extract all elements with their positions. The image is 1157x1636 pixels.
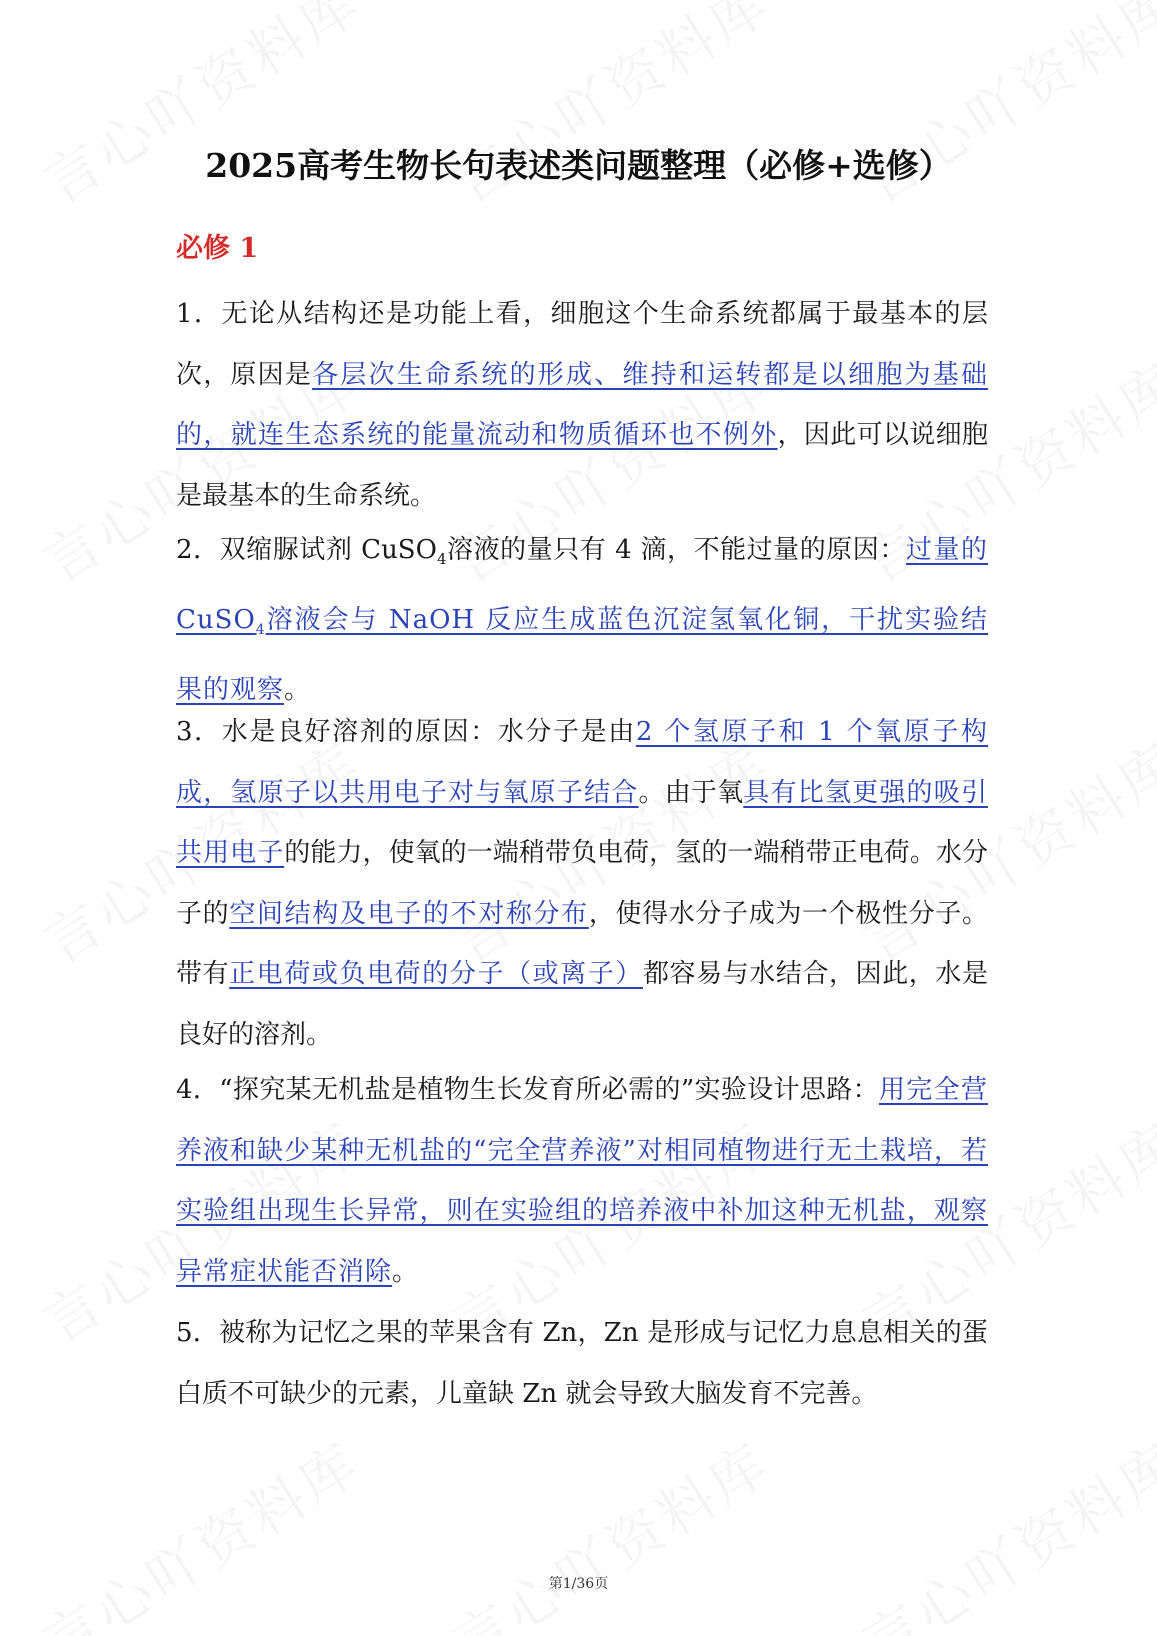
answer-underline: 正电荷或负电荷的分子（或离子） (229, 959, 643, 989)
answer-underline: 各层次生命系统的形成、维持和运转都是以细胞为基础的，就连生态系统的能量流动和物质循环也不例外 (176, 359, 988, 450)
item-number: 5． (176, 1318, 220, 1348)
item-4 (176, 1060, 988, 1302)
item-text: 。由于氧 (638, 777, 744, 808)
subscript: 4 (255, 621, 266, 638)
watermark-text (436, 1421, 784, 1636)
watermark-text (26, 1421, 374, 1636)
item-text: 水是良好溶剂的原因：水分子是由 (221, 717, 636, 747)
item-text: “探究某无机盐是植物生长发育所必需的”实验设计思路： (219, 1075, 879, 1105)
item-text: 都容易与水结合，因此，水是良好的溶剂。 (176, 959, 988, 1050)
answer-underline: 2 个氢原子和 1 个氧原子构成，氢原子以共用电子对与氧原子结合 (176, 717, 988, 808)
item-text: 的能力，使氧的一端稍带负电荷，氢的一端稍带正电荷。水分子的 (176, 838, 988, 929)
page-number: 第1/36页 (548, 1576, 609, 1592)
item-number: 3． (176, 717, 222, 747)
item-text: 双缩脲试剂 CuSO (219, 535, 437, 565)
item-text: ，因此可以说细胞是最基本的生命系统。 (176, 420, 988, 511)
item-5 (176, 1303, 988, 1424)
item-text: 被称为记忆之果的苹果含有 Zn，Zn 是形成与记忆力息息相关的蛋白质不可缺少的元素，儿童缺 Zn 就会导致大脑发育不完善。 (176, 1318, 988, 1409)
item-text: 。 (284, 675, 311, 706)
page-title: 2025高考生物长句表述类问题整理（必修+选修） (205, 146, 952, 185)
item-text: 。 (392, 1256, 419, 1287)
item-2 (176, 520, 988, 721)
item-3 (176, 702, 988, 1065)
item-text: 溶液的量只有 4 滴，不能过量的原因： (446, 535, 906, 565)
watermark-text (846, 1421, 1157, 1636)
item-number: 2． (176, 535, 220, 565)
answer-underline: 用完全营养液和缺少某种无机盐的“完全营养液”对相同植物进行无土栽培，若实验组出现生长异常，则在实验组的培养液中补加这种无机盐，观察异常症状能否消除 (176, 1075, 988, 1287)
item-text: 无论从结构还是功能上看，细胞这个生命系统都属于最基本的层次，原因是 (176, 299, 988, 390)
answer-underline: 空间结构及电子的不对称分布 (229, 898, 589, 929)
subscript: 4 (436, 550, 447, 569)
item-number: 1． (176, 299, 222, 329)
answer-text: 溶液会与 NaOH 反应生成蓝色沉淀氢氧化铜，干扰实验结果的观察 (176, 604, 988, 706)
section-heading: 必修 1 (176, 233, 259, 264)
item-1 (176, 284, 988, 526)
item-text: ，使得水分子成为一个极性分子。带有 (176, 898, 988, 989)
item-number: 4． (176, 1075, 220, 1105)
answer-text: 过量的 CuSO (176, 535, 988, 635)
answer-underline: 具有比氢更强的吸引共用电子 (176, 777, 988, 868)
